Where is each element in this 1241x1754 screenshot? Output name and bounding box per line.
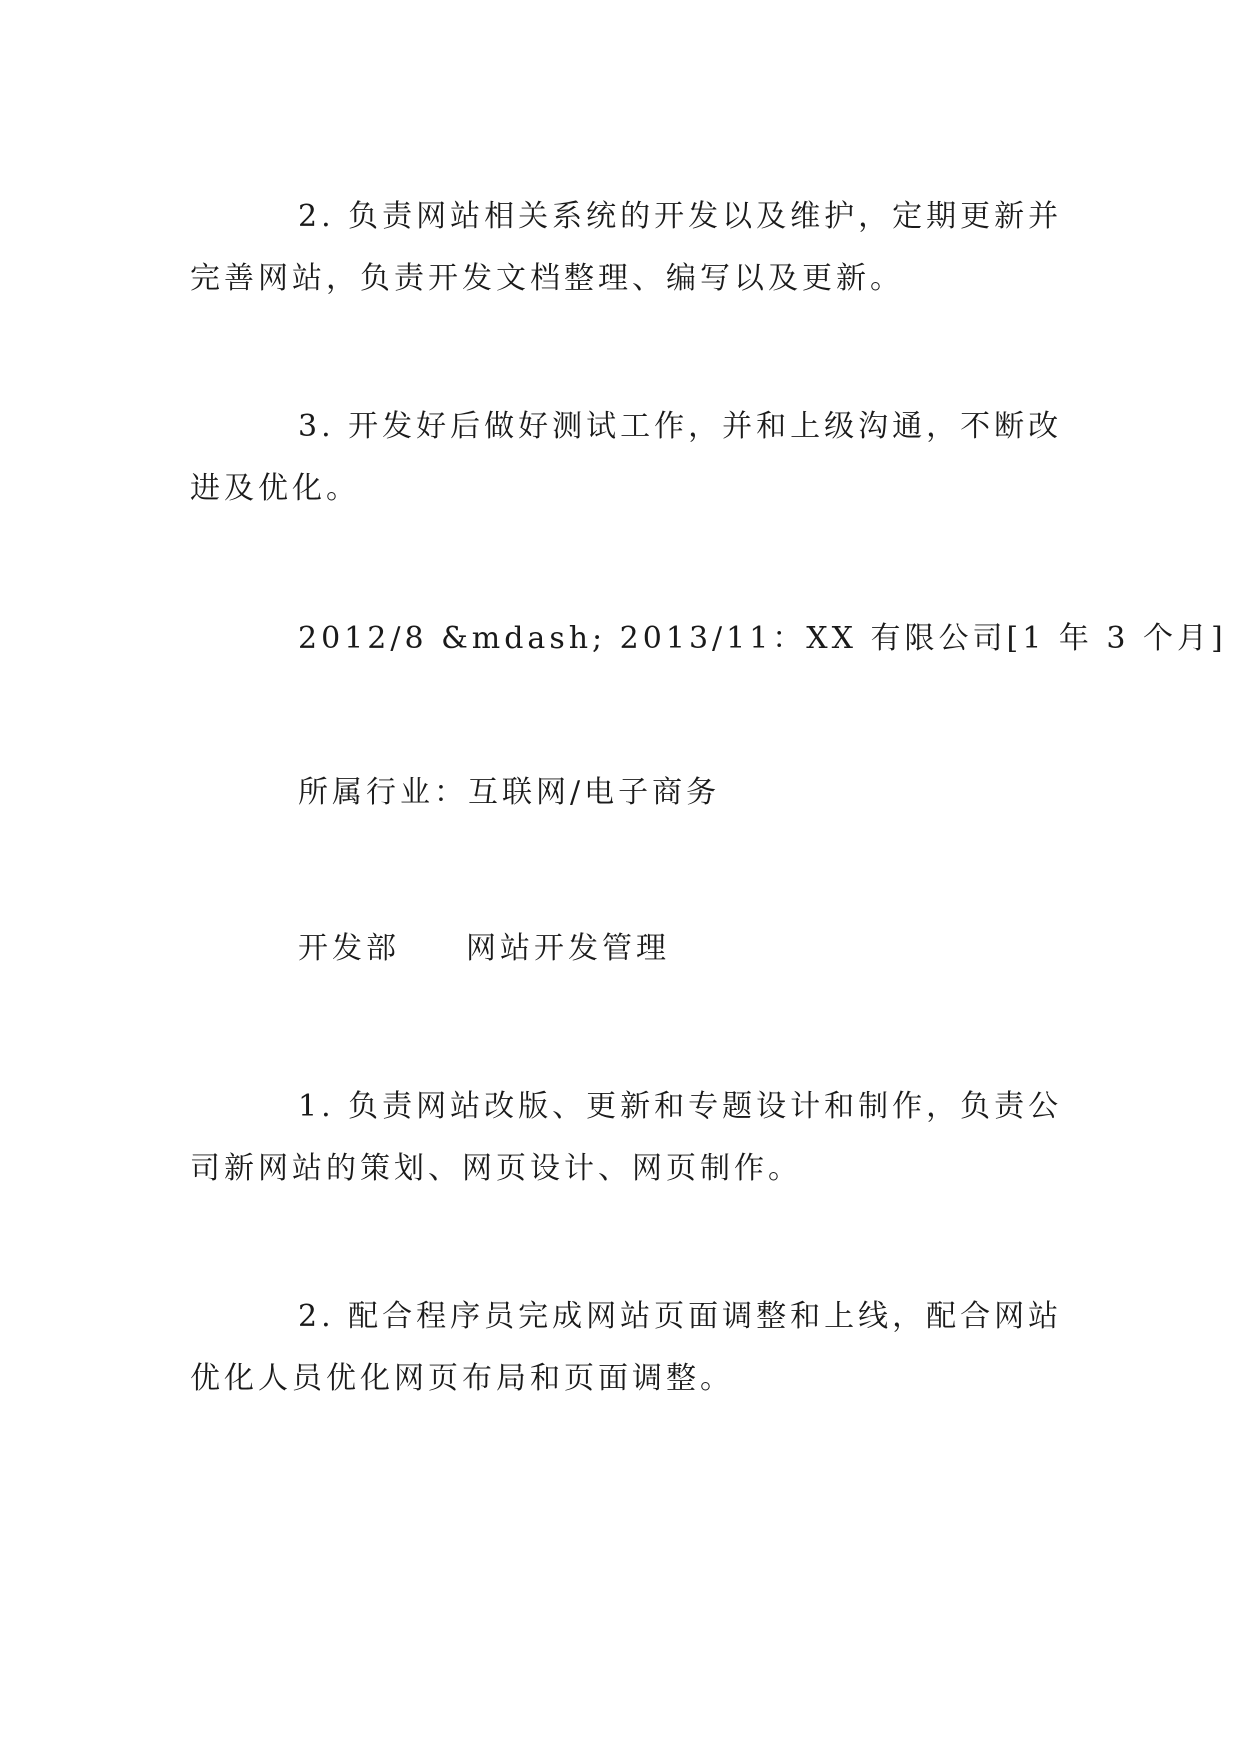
paragraph-line: 所属行业：互联网/电子商务	[298, 775, 721, 810]
department-position-line	[190, 918, 1060, 980]
paragraph-line: 2. 配合程序员完成网站页面调整和上线，配合网站	[298, 1299, 1063, 1334]
paragraph-line: 完善网站，负责开发文档整理、编写以及更新。	[190, 261, 904, 296]
paragraph-line: 司新网站的策划、网页设计、网页制作。	[190, 1151, 802, 1186]
paragraph-duty-2	[190, 186, 1063, 310]
paragraph-line: 进及优化。	[190, 471, 360, 506]
paragraph-line: 优化人员优化网页布局和页面调整。	[190, 1361, 734, 1396]
paragraph-line: 1. 负责网站改版、更新和专题设计和制作，负责公	[298, 1089, 1063, 1124]
paragraph-duty-2b	[190, 1286, 1063, 1410]
paragraph-line: 2012/8 &mdash; 2013/11：XX 有限公司[1 年 3 个月]	[298, 621, 1227, 656]
paragraph-duty-3	[190, 396, 1063, 520]
paragraph-line: 2. 负责网站相关系统的开发以及维护，定期更新并	[298, 199, 1063, 234]
department-name: 开发部	[298, 931, 400, 966]
paragraph-duty-1b	[190, 1076, 1063, 1200]
position-title: 网站开发管理	[466, 931, 670, 966]
paragraph-line: 3. 开发好后做好测试工作，并和上级沟通，不断改	[298, 409, 1063, 444]
industry-line	[190, 762, 1060, 824]
employment-period	[190, 608, 1227, 670]
